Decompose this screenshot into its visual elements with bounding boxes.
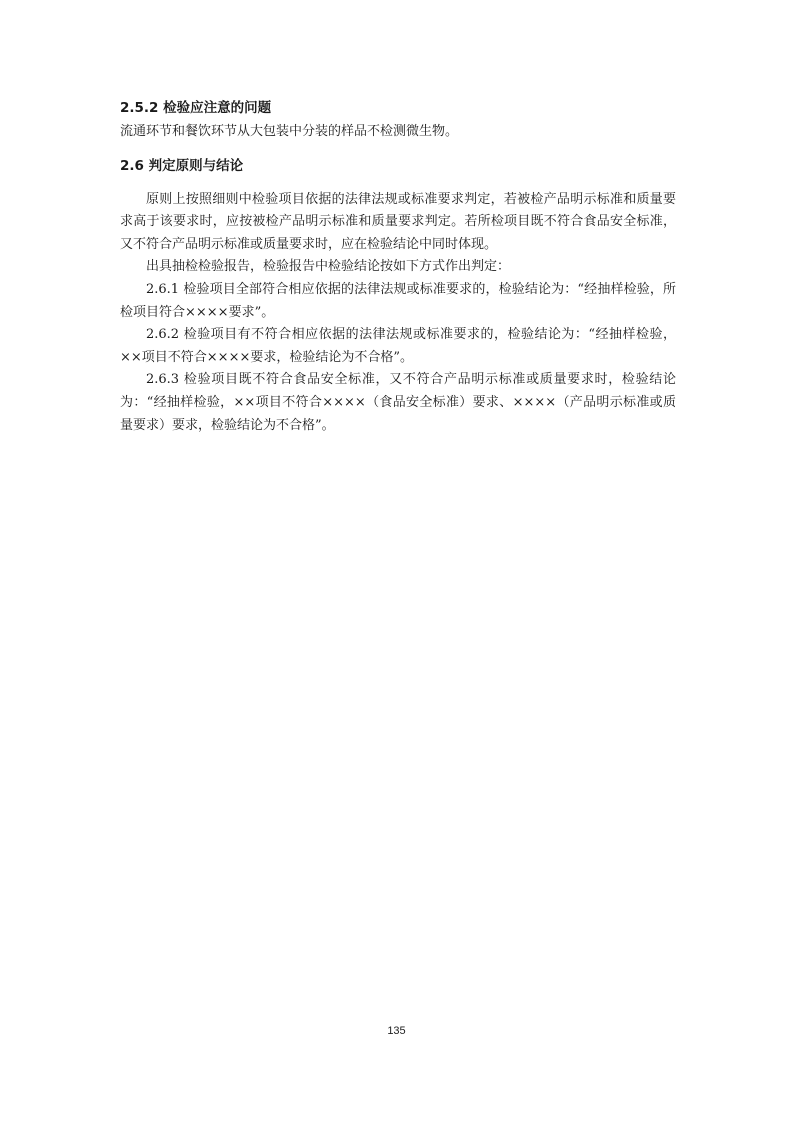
paragraph-2-6-3: 2.6.3 检验项目既不符合食品安全标准，又不符合产品明示标准或质量要求时，检验结论为：“经抽样检验，××项目不符合××××（食品安全标准）要求、××××（产品明示标准或质量要求）要求，检验结论为不合格”。 <box>120 372 676 433</box>
paragraph-judgment-principle: 原则上按照细则中检验项目依据的法律法规或标准要求判定，若被检产品明示标准和质量要求高于该要求时，应按被检产品明示标准和质量要求判定。若所检项目既不符合食品安全标准，又不符合产品明示标准或质量要求时，应在检验结论中同时体现。 <box>120 191 676 252</box>
paragraph-report-intro: 出具抽检检验报告，检验报告中检验结论按如下方式作出判定： <box>146 259 511 275</box>
paragraph-2-6-2: 2.6.2 检验项目有不符合相应依据的法律法规或标准要求的，检验结论为：“经抽样检验，××项目不符合××××要求，检验结论为不合格”。 <box>120 327 676 365</box>
page-number: 135 <box>387 1025 406 1037</box>
section-heading-2-5-2: 2.5.2 检验应注意的问题 <box>120 100 272 116</box>
section-paragraph-2-5-2: 流通环节和餐饮环节从大包装中分装的样品不检测微生物。 <box>120 124 459 139</box>
page-content <box>120 97 676 437</box>
paragraph-2-6-1: 2.6.1 检验项目全部符合相应依据的法律法规或标准要求的，检验结论为：“经抽样检验，所检项目符合××××要求”。 <box>120 281 676 320</box>
section-heading-2-6: 2.6 判定原则与结论 <box>120 157 244 174</box>
